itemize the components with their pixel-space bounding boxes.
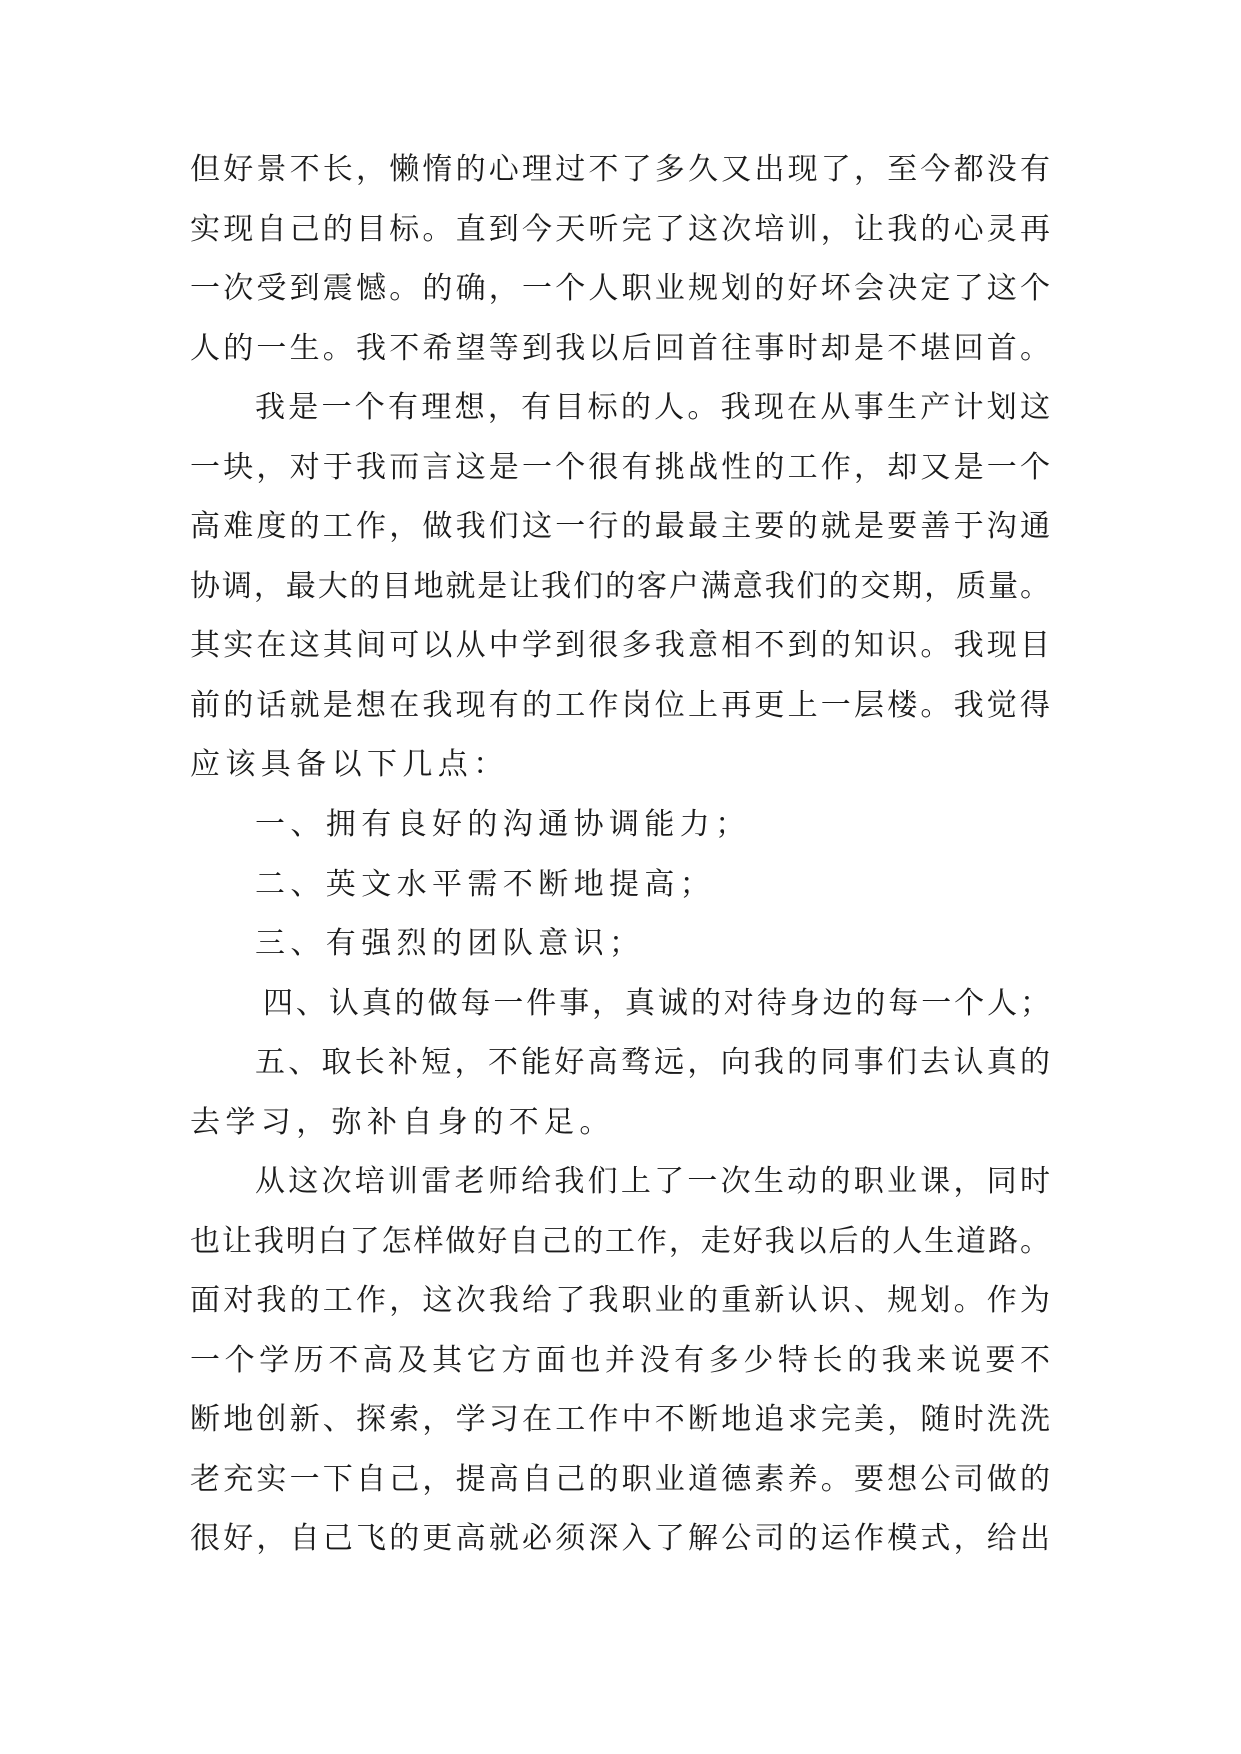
list-item: 一、拥有良好的沟通协调能力； [255, 807, 751, 842]
list-item: 二、英文水平需不断地提高； [255, 867, 716, 902]
text-line: 面对我的工作，这次我给了我职业的重新认识、规划。作为 [190, 1283, 1050, 1318]
text-line: 一个学历不高及其它方面也并没有多少特长的我来说要不 [190, 1343, 1050, 1378]
text-line: 一块，对于我而言这是一个很有挑战性的工作，却又是一个 [190, 450, 1050, 485]
text-line: 也让我明白了怎样做好自己的工作，走好我以后的人生道路。 [190, 1224, 1050, 1259]
text-line: 断地创新、探索，学习在工作中不断地追求完美，随时洗洗 [190, 1402, 1050, 1437]
list-item: 四、认真的做每一件事，真诚的对待身边的每一个人； [263, 986, 1050, 1021]
list-item: 三、有强烈的团队意识； [255, 926, 645, 961]
text-line: 去学习，弥补自身的不足。 [190, 1105, 615, 1140]
text-line: 老充实一下自己，提高自己的职业道德素养。要想公司做的 [190, 1462, 1050, 1497]
list-item: 五、取长补短，不能好高骛远，向我的同事们去认真的 [255, 1045, 1050, 1080]
text-line: 其实在这其间可以从中学到很多我意相不到的知识。我现目 [190, 628, 1050, 663]
text-line: 前的话就是想在我现有的工作岗位上再更上一层楼。我觉得 [190, 688, 1050, 723]
text-line: 实现自己的目标。直到今天听完了这次培训，让我的心灵再 [190, 212, 1050, 247]
text-line: 人的一生。我不希望等到我以后回首往事时却是不堪回首。 [190, 331, 1050, 366]
text-line: 很好，自己飞的更高就必须深入了解公司的运作模式，给出 [190, 1521, 1050, 1556]
paragraph-start-line: 从这次培训雷老师给我们上了一次生动的职业课，同时 [255, 1164, 1050, 1199]
text-line: 高难度的工作，做我们这一行的最最主要的就是要善于沟通 [190, 509, 1050, 544]
paragraph-start-line: 我是一个有理想，有目标的人。我现在从事生产计划这 [255, 390, 1050, 425]
text-line: 协调，最大的目地就是让我们的客户满意我们的交期，质量。 [190, 569, 1050, 604]
text-line: 一次受到震憾。的确，一个人职业规划的好坏会决定了这个 [190, 271, 1050, 306]
text-line: 应该具备以下几点： [190, 747, 509, 782]
text-line: 但好景不长，懒惰的心理过不了多久又出现了，至今都没有 [190, 152, 1050, 187]
